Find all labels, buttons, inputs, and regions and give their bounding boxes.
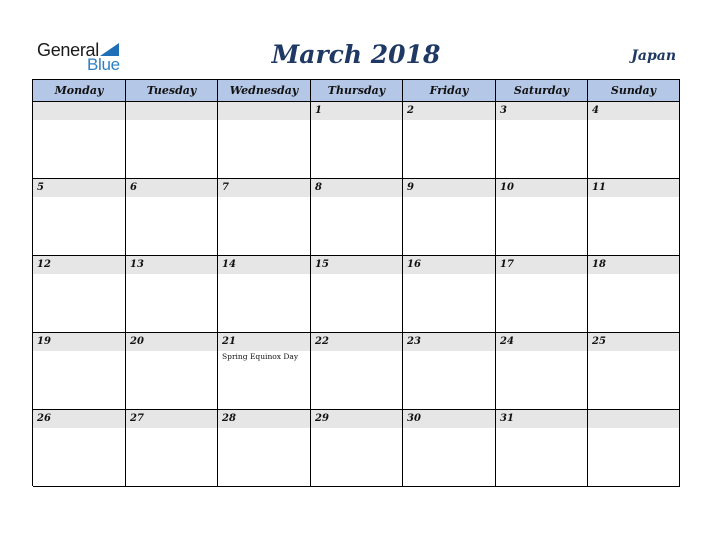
- day-cell: [126, 256, 218, 333]
- weekday-header: Tuesday: [126, 80, 218, 102]
- day-cell: [218, 102, 311, 179]
- logo-word-general: General: [37, 40, 99, 60]
- day-cell: [126, 102, 218, 179]
- day-number: 29: [315, 413, 329, 424]
- day-cell: [33, 410, 126, 487]
- day-cell: [126, 333, 218, 410]
- day-cell: [311, 333, 403, 410]
- day-number: 26: [37, 413, 51, 424]
- day-number: 25: [592, 336, 606, 347]
- day-cell: [403, 410, 496, 487]
- day-number: 18: [592, 259, 606, 270]
- logo-word-blue: Blue: [87, 55, 120, 74]
- day-number: 16: [407, 259, 421, 270]
- calendar-grid: [32, 79, 680, 486]
- day-cell: [588, 102, 680, 179]
- day-cell: [403, 179, 496, 256]
- day-band: [588, 410, 679, 428]
- weekday-header: Thursday: [311, 80, 403, 102]
- page-title: March 2018: [271, 40, 441, 69]
- day-cell: [403, 102, 496, 179]
- day-number: 2: [407, 105, 414, 116]
- day-cell: [33, 179, 126, 256]
- day-number: 20: [130, 336, 144, 347]
- day-band: [33, 179, 125, 197]
- day-number: 27: [130, 413, 144, 424]
- day-band: [311, 179, 402, 197]
- day-cell: [126, 410, 218, 487]
- day-number: 4: [592, 105, 599, 116]
- day-number: 19: [37, 336, 51, 347]
- day-cell: [588, 333, 680, 410]
- day-cell: [403, 333, 496, 410]
- day-number: 8: [315, 182, 322, 193]
- day-band: [496, 102, 587, 120]
- day-number: 17: [500, 259, 514, 270]
- day-cell: [588, 410, 680, 487]
- day-cell: [33, 102, 126, 179]
- day-band: [218, 102, 310, 120]
- day-number: 31: [500, 413, 514, 424]
- day-cell: [218, 256, 311, 333]
- weekday-header: Saturday: [496, 80, 588, 102]
- day-cell: [496, 179, 588, 256]
- country-label: Japan: [631, 48, 676, 64]
- day-cell: [311, 256, 403, 333]
- day-band: [33, 102, 125, 120]
- day-cell: [126, 179, 218, 256]
- day-cell: [218, 410, 311, 487]
- day-number: 5: [37, 182, 44, 193]
- day-cell: [311, 410, 403, 487]
- day-cell: [33, 333, 126, 410]
- day-number: 21: [222, 336, 236, 347]
- day-band: [588, 102, 679, 120]
- day-number: 15: [315, 259, 329, 270]
- day-band: [403, 179, 495, 197]
- day-number: 12: [37, 259, 51, 270]
- day-cell: [496, 410, 588, 487]
- day-cell: [403, 256, 496, 333]
- day-cell: [311, 179, 403, 256]
- day-number: 7: [222, 182, 229, 193]
- day-band: [126, 102, 217, 120]
- day-cell: [496, 333, 588, 410]
- day-cell: [588, 256, 680, 333]
- day-number: 24: [500, 336, 514, 347]
- weekday-header: Monday: [33, 80, 126, 102]
- weekday-header: Sunday: [588, 80, 680, 102]
- day-cell: [496, 102, 588, 179]
- day-band: [126, 179, 217, 197]
- day-number: 13: [130, 259, 144, 270]
- day-number: 28: [222, 413, 236, 424]
- day-band: [403, 102, 495, 120]
- day-number: 1: [315, 105, 322, 116]
- holiday-label: Spring Equinox Day: [222, 352, 299, 361]
- weekday-header: Friday: [403, 80, 496, 102]
- day-number: 23: [407, 336, 421, 347]
- day-band: [311, 102, 402, 120]
- day-number: 6: [130, 182, 137, 193]
- day-number: 30: [407, 413, 421, 424]
- day-cell: [311, 102, 403, 179]
- day-cell: [218, 333, 311, 410]
- day-cell: [218, 179, 311, 256]
- day-number: 22: [315, 336, 329, 347]
- day-cell: [496, 256, 588, 333]
- day-cell: [33, 256, 126, 333]
- day-number: 14: [222, 259, 236, 270]
- day-number: 3: [500, 105, 507, 116]
- day-cell: [588, 179, 680, 256]
- weekday-header: Wednesday: [218, 80, 311, 102]
- day-number: 10: [500, 182, 514, 193]
- day-number: 11: [592, 182, 606, 193]
- day-band: [218, 179, 310, 197]
- day-number: 9: [407, 182, 414, 193]
